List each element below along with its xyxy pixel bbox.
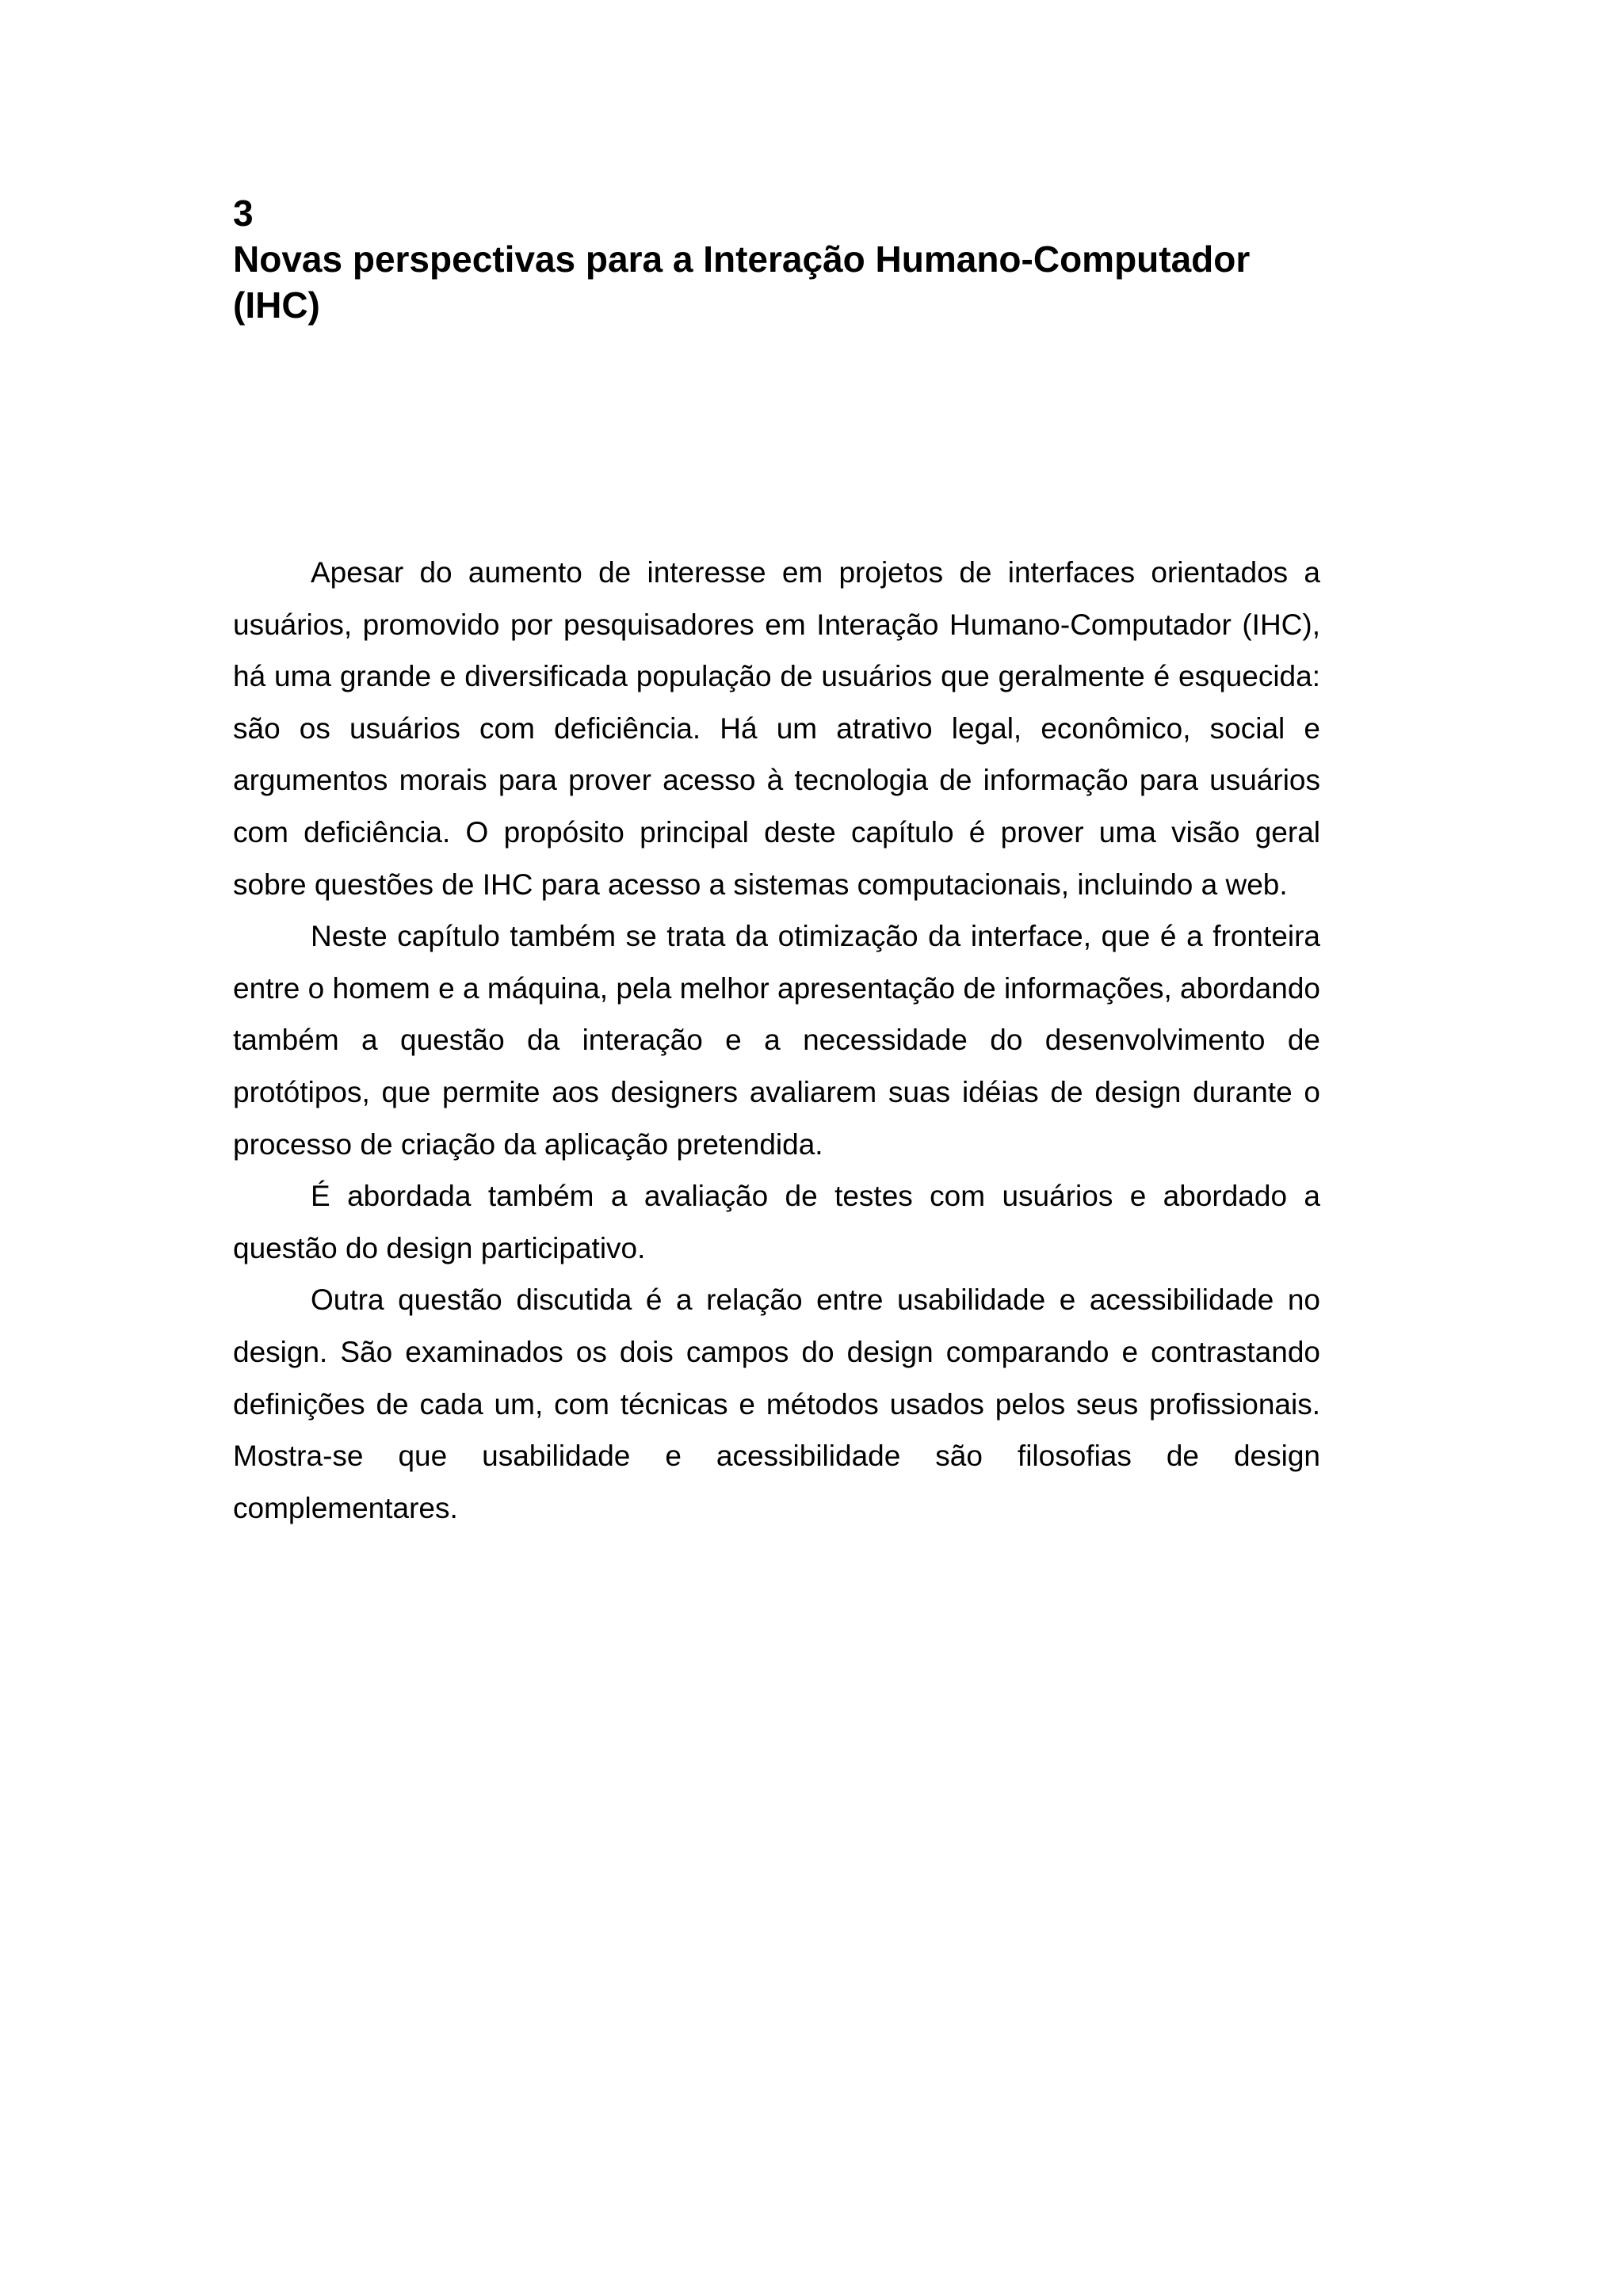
chapter-body <box>233 547 1320 1534</box>
paragraph-4: Outra questão discutida é a relação entre usabilidade e acessibilidade no design. São examinados os dois campos do design comparando e contrastando definições de cada um, com técnicas e métodos usados pelos seus profissionais. Mostra-se que usabilidade e acessibilidade são filosofias de design complementares. <box>233 1283 1320 1524</box>
chapter-title-line-1: Novas perspectivas para a Interação Humano-Computador <box>233 238 1251 280</box>
chapter-title-line-2: (IHC) <box>233 284 320 326</box>
chapter-number: 3 <box>233 193 254 234</box>
paragraph-1: Apesar do aumento de interesse em projetos de interfaces orientados a usuários, promovido por pesquisadores em Interação Humano-Computador (IHC), há uma grande e diversificada população de usuários que geralmente é esquecida: são os usuários com deficiência. Há um atrativo legal, econômico, social e argumentos morais para prover acesso à tecnologia de informação para usuários com deficiência. O propósito principal deste capítulo é prover uma visão geral sobre questões de IHC para acesso a sistemas computacionais, incluindo a web. <box>233 556 1320 901</box>
chapter-heading <box>233 190 1374 328</box>
paragraph-2: Neste capítulo também se trata da otimização da interface, que é a fronteira entre o homem e a máquina, pela melhor apresentação de informações, abordando também a questão da interação e a necessidade do desenvolvimento de protótipos, que permite aos designers avaliarem suas idéias de design durante o processo de criação da aplicação pretendida. <box>233 920 1320 1161</box>
paragraph-3: É abordada também a avaliação de testes com usuários e abordado a questão do design participativo. <box>233 1180 1320 1264</box>
